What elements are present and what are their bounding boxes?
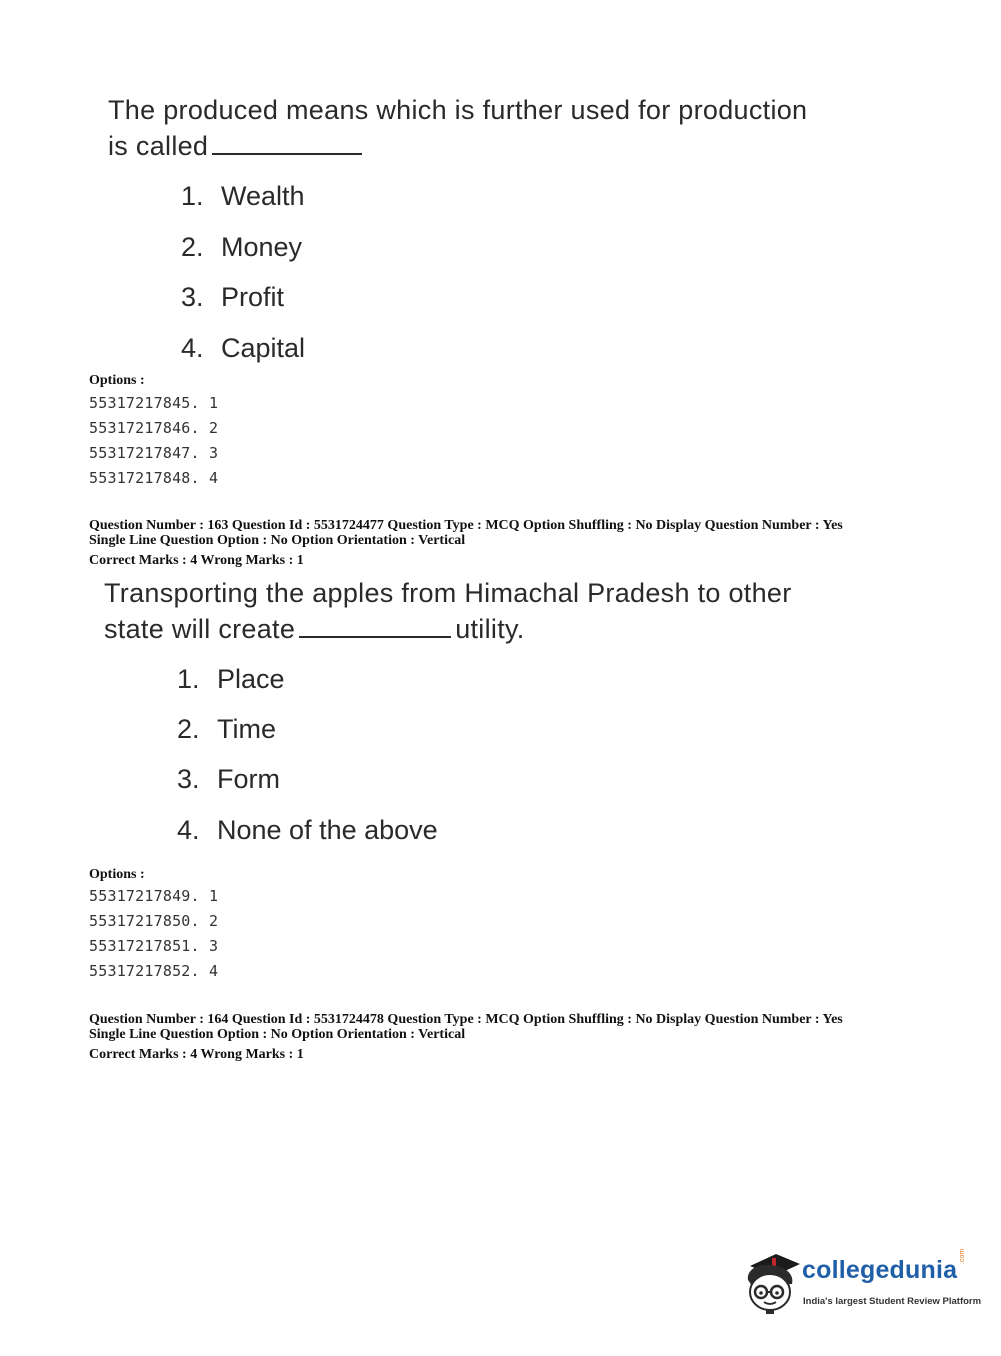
question-1-choice-4: 4. Capital: [181, 333, 306, 363]
logo-wordmark: collegedunia: [802, 1256, 958, 1284]
question-meta: Question Number : 164 Question Id : 5531724478 Question Type : MCQ Option Shuffling : No Display Question Number : Yes Single Line Question Option : No Option Orientation : Vertical Correct Marks : 4 Wrong Marks : 1: [89, 1012, 843, 1062]
question-2-choice-1: 1. Place: [177, 664, 285, 694]
question-2-choice-2: 2. Time: [177, 714, 276, 744]
question-1-choice-3: 3. Profit: [181, 282, 285, 312]
student-mascot-icon: [742, 1250, 802, 1314]
question-2-text: [104, 575, 792, 647]
question-1-choice-1: 1. Wealth: [181, 181, 305, 211]
options-label: Options :: [89, 373, 145, 388]
question-1-line-2: is called: [108, 131, 209, 161]
question-2-line-2-start: state will create: [104, 614, 296, 644]
option-id: 55317217847. 3: [89, 444, 219, 462]
option-id: 55317217849. 1: [89, 887, 219, 905]
option-id: 55317217848. 4: [89, 469, 219, 487]
collegedunia-logo: [742, 1248, 982, 1320]
logo-tagline: India's largest Student Review Platform: [803, 1296, 982, 1307]
question-2-line-1: Transporting the apples from Himachal Pradesh to other: [104, 578, 792, 608]
option-id: 55317217852. 4: [89, 962, 219, 980]
logo-domain-suffix: .com: [959, 1248, 966, 1264]
question-2-choice-4: 4. None of the above: [177, 815, 438, 845]
option-id: 55317217850. 2: [89, 912, 219, 930]
options-label: Options :: [89, 867, 145, 882]
option-id: 55317217846. 2: [89, 419, 219, 437]
answer-blank: [212, 133, 362, 155]
question-1-text: [108, 92, 807, 164]
option-id: 55317217845. 1: [89, 394, 219, 412]
answer-blank: [299, 616, 451, 638]
question-1-line-1: The produced means which is further used for production: [108, 95, 808, 125]
question-1-choice-2: 2. Money: [181, 232, 303, 262]
question-2-line-2-end: utility.: [455, 614, 525, 644]
option-id: 55317217851. 3: [89, 937, 219, 955]
question-meta: Question Number : 163 Question Id : 5531724477 Question Type : MCQ Option Shuffling : No Display Question Number : Yes Single Line Question Option : No Option Orientation : Vertical Correct Marks : 4 Wrong Marks : 1: [89, 518, 843, 568]
question-2-choice-3: 3. Form: [177, 764, 280, 794]
